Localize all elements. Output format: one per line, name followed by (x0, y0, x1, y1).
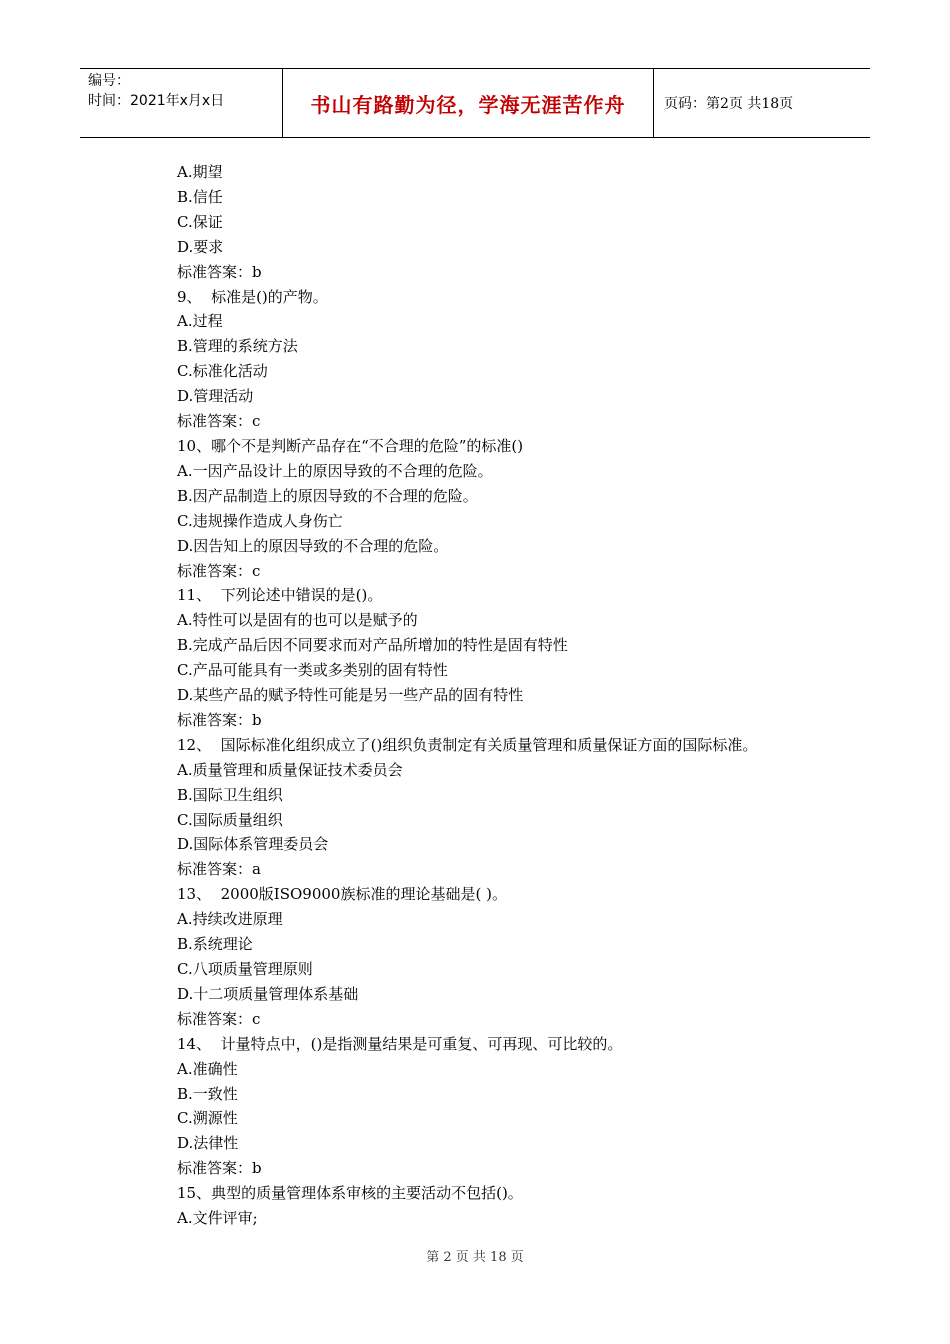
content-line: C.保证 (177, 212, 223, 231)
content-line: C.八项质量管理原则 (177, 960, 313, 978)
content-line: 标准答案：c (177, 1009, 261, 1028)
content-line: C.标准化活动 (177, 362, 268, 381)
content-line: 14、 计量特点中，()是指测量结果是可重复、可再现、可比较的。 (177, 1034, 623, 1053)
content-line: D.十二项质量管理体系基础 (177, 984, 359, 1003)
header-motto: 书山有路勤为径，学海无涯苦作舟 (282, 69, 654, 137)
content-line: 15、典型的质量管理体系审核的主要活动不包括()。 (177, 1184, 523, 1203)
content-line: A.过程 (177, 312, 223, 331)
content-line: A.期望 (177, 163, 223, 181)
content-line: 12、 国际标准化组织成立了()组织负责制定有关质量管理和质量保证方面的国际标准。 (177, 735, 758, 754)
content-line: B.完成产品后因不同要求而对产品所增加的特性是固有特性 (177, 636, 568, 655)
content-line: D.国际体系管理委员会 (177, 835, 329, 854)
page-footer: 第 2 页 共 18 页 (426, 1250, 524, 1265)
content-line: C.产品可能具有一类或多类别的固有特性 (177, 661, 448, 680)
content-line: 10、哪个不是判断产品存在“不合理的危险”的标准() (177, 436, 524, 455)
content-line: D.法律性 (177, 1134, 239, 1153)
content-line: A.文件评审; (177, 1209, 258, 1228)
content-line: 标准答案：a (177, 860, 261, 879)
content-line: B.一致性 (177, 1084, 238, 1103)
content-line: 9、 标准是()的产物。 (177, 287, 328, 306)
content-line: C.溯源性 (177, 1109, 238, 1128)
content-line: C.国际质量组织 (177, 810, 283, 829)
content-line: 11、 下列论述中错误的是()。 (177, 586, 383, 605)
content-line: A.特性可以是固有的也可以是赋予的 (177, 611, 418, 630)
content-line: B.国际卫生组织 (177, 785, 283, 804)
content-line: C.违规操作造成人身伤亡 (177, 511, 343, 530)
content-line: D.要求 (177, 237, 224, 256)
content-line: D.管理活动 (177, 387, 254, 406)
content-line: B.信任 (177, 187, 223, 206)
content-line: 标准答案：b (177, 262, 262, 281)
content-line: A.准确性 (177, 1059, 238, 1078)
content-line: D.某些产品的赋予特性可能是另一些产品的固有特性 (177, 686, 524, 705)
content-line: A.质量管理和质量保证技术委员会 (177, 760, 403, 779)
header-meta (80, 69, 282, 137)
document-date: 时间：2021年x月x日 (88, 93, 225, 109)
content-line: 标准答案：c (177, 412, 261, 431)
content-line: A.持续改进原理 (177, 910, 283, 929)
content-line: 标准答案：c (177, 561, 261, 580)
content-line: B.管理的系统方法 (177, 337, 298, 356)
content-line: 13、 2000版ISO9000族标准的理论基础是( )。 (177, 885, 507, 904)
content-line: B.因产品制造上的原因导致的不合理的危险。 (177, 486, 478, 505)
content-line: D.因告知上的原因导致的不合理的危险。 (177, 536, 449, 555)
content-line: 标准答案：b (177, 710, 262, 729)
page-header (80, 68, 870, 138)
content-line: 标准答案：b (177, 1159, 262, 1178)
header-page-info: 页码：第2页 共18页 (664, 96, 794, 112)
document-number-label: 编号： (88, 73, 130, 89)
question-content (177, 160, 857, 1231)
content-line: A.一因产品设计上的原因导致的不合理的危险。 (177, 461, 493, 480)
content-line: B.系统理论 (177, 935, 253, 954)
